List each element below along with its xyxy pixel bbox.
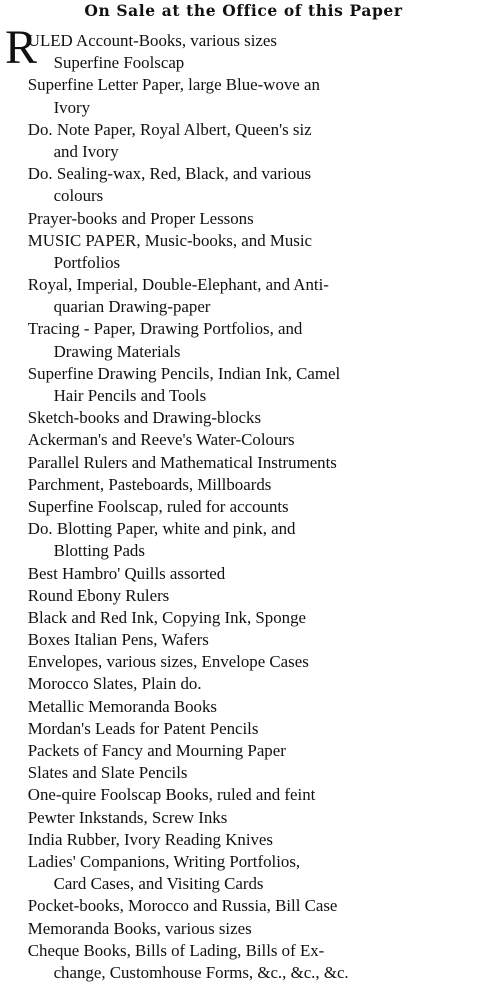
item-text-continued: colours [53, 186, 104, 206]
list-item [0, 119, 487, 163]
list-item [0, 363, 487, 407]
item-text-continued: Portfolios [53, 252, 121, 272]
item-text: Metallic Memoranda Books [27, 696, 217, 716]
list-item [0, 496, 487, 518]
item-text: Do. Sealing-wax, Red, Black, and various [27, 164, 312, 184]
item-text-continued: Superfine Foolscap [53, 53, 185, 73]
item-text: India Rubber, Ivory Reading Knives [27, 829, 273, 849]
list-item [0, 585, 487, 607]
list-item [0, 851, 487, 895]
item-text: Royal, Imperial, Double-Elephant, and Anti- [27, 275, 329, 295]
item-text: Superfine Drawing Pencils, Indian Ink, Camel [27, 363, 341, 383]
item-text: Superfine Foolscap, ruled for accounts [27, 496, 289, 516]
item-text: Cheque Books, Bills of Lading, Bills of Ex- [27, 940, 325, 960]
item-text: Superfine Letter Paper, large Blue-wove an [27, 75, 320, 95]
item-text: ULED Account-Books, various sizes [27, 31, 277, 50]
list-item [0, 784, 487, 806]
list-item [0, 918, 487, 940]
item-text: Morocco Slates, Plain do. [27, 674, 202, 694]
item-text: Ackerman's and Reeve's Water-Colours [27, 430, 295, 450]
list-item [0, 829, 487, 851]
item-text-continued: Blotting Pads [53, 541, 145, 561]
list-item [0, 274, 487, 318]
item-text-continued: Card Cases, and Visiting Cards [53, 874, 264, 894]
list-item [0, 30, 487, 74]
item-text: Tracing - Paper, Drawing Portfolios, and [27, 319, 303, 339]
item-text: Prayer-books and Proper Lessons [27, 208, 254, 228]
item-text: Ladies' Companions, Writing Portfolios, [27, 851, 301, 871]
item-list [0, 30, 487, 984]
drop-cap: R [5, 21, 38, 74]
list-item [0, 696, 487, 718]
item-text: Round Ebony Rulers [27, 585, 170, 605]
list-item [0, 607, 487, 629]
list-item [0, 762, 487, 784]
list-item [0, 718, 487, 740]
item-text: Pewter Inkstands, Screw Inks [27, 807, 228, 827]
list-item [0, 230, 487, 274]
item-text-continued: Drawing Materials [53, 341, 181, 361]
list-item [0, 629, 487, 651]
item-text: Memoranda Books, various sizes [27, 918, 252, 938]
item-text-continued: change, Customhouse Forms, &c., &c., &c. [53, 962, 349, 982]
list-item [0, 163, 487, 207]
list-item [0, 74, 487, 118]
list-item [0, 452, 487, 474]
item-text: Parallel Rulers and Mathematical Instruments [27, 452, 337, 472]
list-item [0, 740, 487, 762]
item-text: Black and Red Ink, Copying Ink, Sponge [27, 607, 307, 627]
list-item [0, 429, 487, 451]
item-text: Envelopes, various sizes, Envelope Cases [27, 652, 309, 672]
item-text: Packets of Fancy and Mourning Paper [27, 741, 286, 760]
list-item [0, 673, 487, 695]
item-text-continued: quarian Drawing-paper [53, 297, 211, 317]
list-item [0, 474, 487, 496]
item-text: Best Hambro' Quills assorted [27, 563, 226, 583]
list-item [0, 407, 487, 429]
list-item [0, 940, 487, 984]
list-item [0, 208, 487, 230]
list-item [0, 651, 487, 673]
list-item [0, 518, 487, 562]
advertisement-heading: On Sale at the Office of this Paper [84, 1, 403, 20]
item-text-continued: and Ivory [53, 141, 119, 161]
item-text: Pocket-books, Morocco and Russia, Bill Case [27, 896, 338, 916]
item-text: Do. Note Paper, Royal Albert, Queen's siz [27, 119, 312, 139]
item-text: Parchment, Pasteboards, Millboards [27, 474, 272, 494]
item-text-continued: Ivory [53, 97, 91, 117]
list-item [0, 563, 487, 585]
item-text: Do. Blotting Paper, white and pink, and [27, 519, 296, 539]
list-item [0, 807, 487, 829]
item-text: Boxes Italian Pens, Wafers [27, 630, 209, 650]
item-text-continued: Hair Pencils and Tools [53, 386, 207, 405]
item-text: Slates and Slate Pencils [27, 763, 188, 783]
item-text: Mordan's Leads for Patent Pencils [27, 718, 259, 738]
list-item [0, 318, 487, 362]
item-text: MUSIC PAPER, Music-books, and Music [27, 230, 313, 250]
list-item [0, 895, 487, 917]
item-text: One-quire Foolscap Books, ruled and feint [27, 785, 316, 805]
item-text: Sketch-books and Drawing-blocks [27, 408, 262, 428]
